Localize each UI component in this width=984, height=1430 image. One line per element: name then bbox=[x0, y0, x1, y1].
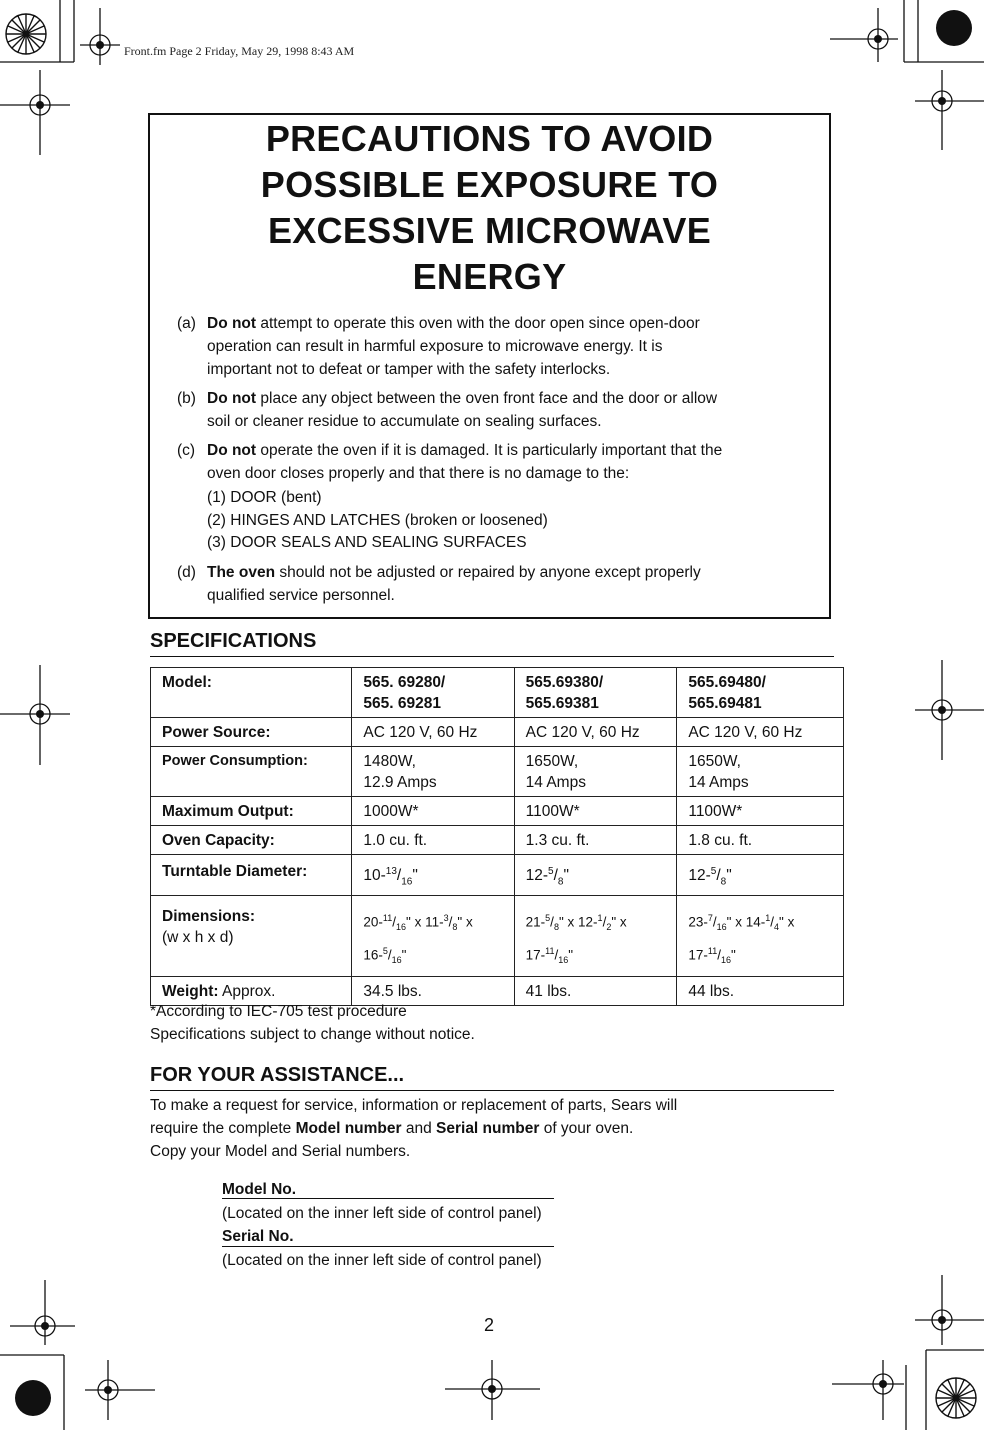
target-left-mid bbox=[0, 665, 70, 765]
weight-col-1: 34.5 lbs. bbox=[352, 976, 514, 1005]
target-bottom-right bbox=[832, 1360, 904, 1420]
title-line-1: PRECAUTIONS TO AVOID bbox=[265, 118, 714, 159]
precautions-title bbox=[148, 116, 831, 300]
dimensions-col-1: $20-^{11}/_{16}$" x $11-^3/_8$" x $16-^5/_{16}$" bbox=[352, 896, 514, 976]
item-c-marker: (c) bbox=[177, 442, 196, 459]
assistance-line-2: require the complete Model number and Serial number of your oven. bbox=[150, 1120, 634, 1137]
turntable-col-2: $12-^5/_8$" bbox=[514, 855, 677, 896]
power-source-col-3: AC 120 V, 60 Hz bbox=[677, 718, 844, 747]
capacity-col-3: 1.8 cu. ft. bbox=[677, 826, 844, 855]
assistance-line-1: To make a request for service, information or replacement of parts, Sears will bbox=[150, 1097, 678, 1114]
item-a-line-1: Do not attempt to operate this oven with the door open since open-door bbox=[207, 315, 700, 332]
dimensions-col-3: $23-^7/_{16}$" x $14-^1/_4$" x $17-^{11}/_{16}$" bbox=[677, 896, 844, 976]
row-power-source bbox=[151, 718, 844, 747]
label-weight: Weight: Approx. bbox=[151, 976, 352, 1005]
item-d-lead: The oven bbox=[207, 564, 276, 581]
row-model bbox=[151, 668, 844, 718]
item-c-line-4: (2) HINGES AND LATCHES (broken or loosened) bbox=[207, 512, 548, 529]
item-d-line-1: The oven should not be adjusted or repaired by anyone except properly bbox=[207, 564, 701, 581]
item-c-line-5: (3) DOOR SEALS AND SEALING SURFACES bbox=[207, 534, 527, 551]
row-dimensions bbox=[151, 896, 844, 976]
target-top-left bbox=[80, 8, 120, 65]
capacity-col-2: 1.3 cu. ft. bbox=[514, 826, 677, 855]
item-c-line-2: oven door closes properly and that there is no damage to the: bbox=[207, 465, 630, 482]
model-no-field[interactable] bbox=[222, 1198, 554, 1199]
model-no-label: Model No. bbox=[222, 1181, 297, 1198]
item-b-line-2: soil or cleaner residue to accumulate on sealing surfaces. bbox=[207, 413, 602, 430]
serial-no-note: (Located on the inner left side of control panel) bbox=[222, 1252, 542, 1269]
item-a-line-3: important not to defeat or tamper with the safety interlocks. bbox=[207, 361, 611, 378]
spec-notice: Specifications subject to change without notice. bbox=[150, 1026, 475, 1043]
specifications-title: SPECIFICATIONS bbox=[150, 630, 317, 652]
item-b-lead: Do not bbox=[207, 390, 257, 407]
power-consumption-col-2: 1650W, 14 Amps bbox=[514, 747, 677, 797]
item-d-marker: (d) bbox=[177, 564, 196, 581]
target-right-mid bbox=[915, 660, 984, 760]
target-left-lower bbox=[10, 1280, 75, 1345]
item-c-lead: Do not bbox=[207, 442, 257, 459]
target-left-upper bbox=[0, 70, 70, 155]
target-bottom-left bbox=[85, 1360, 155, 1420]
label-power-consumption: Power Consumption: bbox=[151, 747, 352, 797]
page-number: 2 bbox=[484, 1315, 495, 1335]
title-line-4: ENERGY bbox=[412, 256, 567, 297]
label-model: Model: bbox=[151, 668, 352, 718]
label-capacity: Oven Capacity: bbox=[151, 826, 352, 855]
item-a-line-2: operation can result in harmful exposure to microwave energy. It is bbox=[207, 338, 663, 355]
dimensions-col-2: $21-^5/_8$" x $12-^1/_2$" x $17-^{11}/_{16}$" bbox=[514, 896, 677, 976]
label-dimensions: Dimensions: (w x h x d) bbox=[151, 896, 352, 976]
row-capacity bbox=[151, 826, 844, 855]
max-output-col-2: 1100W* bbox=[514, 797, 677, 826]
starburst-bottom-right bbox=[936, 1378, 976, 1418]
turntable-col-3: $12-^5/_8$" bbox=[677, 855, 844, 896]
power-consumption-col-1: 1480W, 12.9 Amps bbox=[352, 747, 514, 797]
solid-disc-top-right bbox=[936, 10, 972, 46]
item-b-line-1: Do not place any object between the oven front face and the door or allow bbox=[207, 390, 718, 407]
turntable-col-1: $10-^{13}/_{16}$" bbox=[352, 855, 514, 896]
title-line-2: POSSIBLE EXPOSURE TO bbox=[260, 164, 719, 205]
serial-no-field[interactable] bbox=[222, 1246, 554, 1247]
spec-footnote: *According to IEC-705 test procedure bbox=[150, 1003, 407, 1020]
power-source-col-2: AC 120 V, 60 Hz bbox=[514, 718, 677, 747]
specifications-rule bbox=[150, 656, 834, 657]
item-c-line-1: Do not operate the oven if it is damaged. It is particularly important that the bbox=[207, 442, 723, 459]
assistance-line-3: Copy your Model and Serial numbers. bbox=[150, 1143, 411, 1160]
weight-col-3: 44 lbs. bbox=[677, 976, 844, 1005]
file-info-header: Front.fm Page 2 Friday, May 29, 1998 8:43 AM bbox=[124, 44, 355, 58]
row-max-output bbox=[151, 797, 844, 826]
max-output-col-3: 1100W* bbox=[677, 797, 844, 826]
power-source-col-1: AC 120 V, 60 Hz bbox=[352, 718, 514, 747]
label-power-source: Power Source: bbox=[151, 718, 352, 747]
target-right-upper bbox=[915, 70, 984, 150]
target-top-right bbox=[830, 8, 898, 62]
serial-no-label: Serial No. bbox=[222, 1228, 294, 1245]
specifications-table bbox=[150, 667, 844, 1006]
model-col-1: 565. 69280/ 565. 69281 bbox=[352, 668, 514, 718]
label-max-output: Maximum Output: bbox=[151, 797, 352, 826]
model-col-2: 565.69380/ 565.69381 bbox=[514, 668, 677, 718]
row-power-consumption bbox=[151, 747, 844, 797]
solid-disc-bottom-left bbox=[15, 1380, 51, 1416]
item-b-marker: (b) bbox=[177, 390, 196, 407]
label-turntable: Turntable Diameter: bbox=[151, 855, 352, 896]
item-a-marker: (a) bbox=[177, 315, 196, 332]
item-c-line-3: (1) DOOR (bent) bbox=[207, 489, 322, 506]
capacity-col-1: 1.0 cu. ft. bbox=[352, 826, 514, 855]
item-a-lead: Do not bbox=[207, 315, 257, 332]
starburst-top-left bbox=[6, 14, 46, 54]
assistance-title: FOR YOUR ASSISTANCE... bbox=[150, 1064, 405, 1086]
model-col-3: 565.69480/ 565.69481 bbox=[677, 668, 844, 718]
item-d-line-2: qualified service personnel. bbox=[207, 587, 395, 604]
title-line-3: EXCESSIVE MICROWAVE bbox=[267, 210, 712, 251]
model-no-note: (Located on the inner left side of control panel) bbox=[222, 1205, 542, 1222]
max-output-col-1: 1000W* bbox=[352, 797, 514, 826]
target-right-lower bbox=[915, 1275, 984, 1345]
row-turntable bbox=[151, 855, 844, 896]
power-consumption-col-3: 1650W, 14 Amps bbox=[677, 747, 844, 797]
assistance-rule bbox=[150, 1090, 834, 1091]
weight-col-2: 41 lbs. bbox=[514, 976, 677, 1005]
